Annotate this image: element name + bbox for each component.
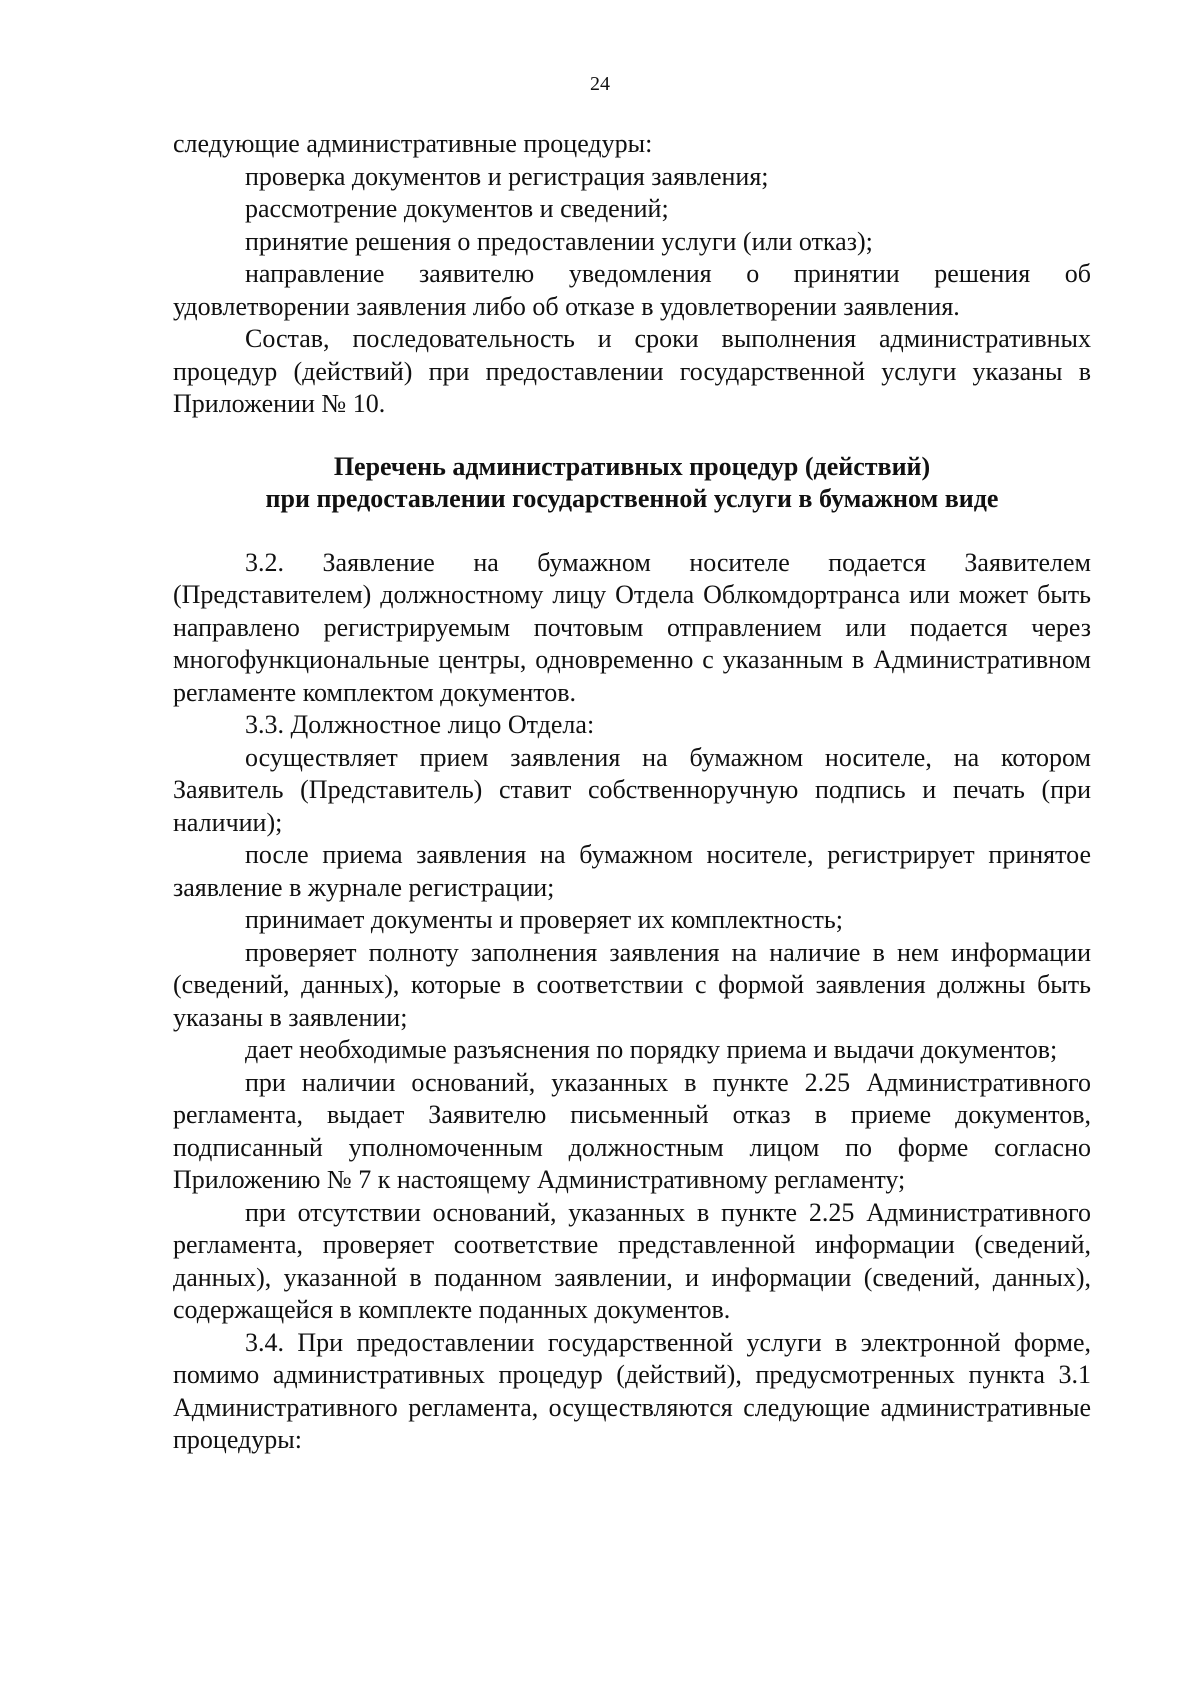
- paragraph: 3.3. Должностное лицо Отдела:: [245, 710, 595, 739]
- section-heading-line: Перечень административных процедур (действий): [333, 451, 931, 481]
- paragraph: рассмотрение документов и сведений;: [245, 194, 669, 223]
- paragraph: направление заявителю уведомления о принятии решения об удовлетворении заявления либо об отказе в удовлетворении заявления.: [173, 259, 1091, 321]
- paragraph: 3.2. Заявление на бумажном носителе подается Заявителем (Представителем) должностному лицу Отдела Облкомдортранса или может быть направлено регистрируемым почтовым отправлением или подается через многофункциональные центры, одновременно с указанным в Административном регламенте комплектом документов.: [173, 547, 1091, 707]
- paragraph: при наличии оснований, указанных в пункте 2.25 Административного регламента, выдает Заявителю письменный отказ в приеме документов, подписанный уполномоченным должностным лицом по форме согласно Приложению № 7 к настоящему Административному регламенту;: [173, 1067, 1091, 1194]
- document-body: [173, 128, 1091, 1457]
- page-number: 24: [590, 73, 610, 95]
- paragraph: принимает документы и проверяет их комплектность;: [245, 905, 843, 934]
- section-heading: [173, 451, 1091, 515]
- paragraph: при отсутствии оснований, указанных в пункте 2.25 Административного регламента, проверяет соответствие представленной информации (сведений, данных), указанной в поданном заявлении, и информации (сведений, данных), содержащейся в комплекте поданных документов.: [173, 1197, 1091, 1324]
- section-heading-line: при предоставлении государственной услуги в бумажном виде: [265, 483, 999, 513]
- paragraph: принятие решения о предоставлении услуги (или отказ);: [245, 226, 873, 256]
- paragraph: дает необходимые разъяснения по порядку приема и выдачи документов;: [245, 1035, 1058, 1064]
- paragraph: 3.4. При предоставлении государственной услуги в электронной форме, помимо административных процедур (действий), предусмотренных пункта 3.1 Административного регламента, осуществляются следующие административные процедуры:: [173, 1327, 1091, 1454]
- paragraph: проверка документов и регистрация заявления;: [245, 161, 769, 191]
- paragraph: после приема заявления на бумажном носителе, регистрирует принятое заявление в журнале регистрации;: [173, 840, 1091, 902]
- paragraph: проверяет полноту заполнения заявления на наличие в нем информации (сведений, данных), которые в соответствии с формой заявления должны быть указаны в заявлении;: [173, 937, 1091, 1032]
- paragraph: осуществляет прием заявления на бумажном носителе, на котором Заявитель (Представитель) ставит собственноручную подпись и печать (при наличии);: [173, 742, 1091, 837]
- paragraph: Состав, последовательность и сроки выполнения административных процедур (действий) при предоставлении государственной услуги указаны в Приложении № 10.: [173, 324, 1091, 418]
- paragraph: следующие административные процедуры:: [173, 129, 653, 158]
